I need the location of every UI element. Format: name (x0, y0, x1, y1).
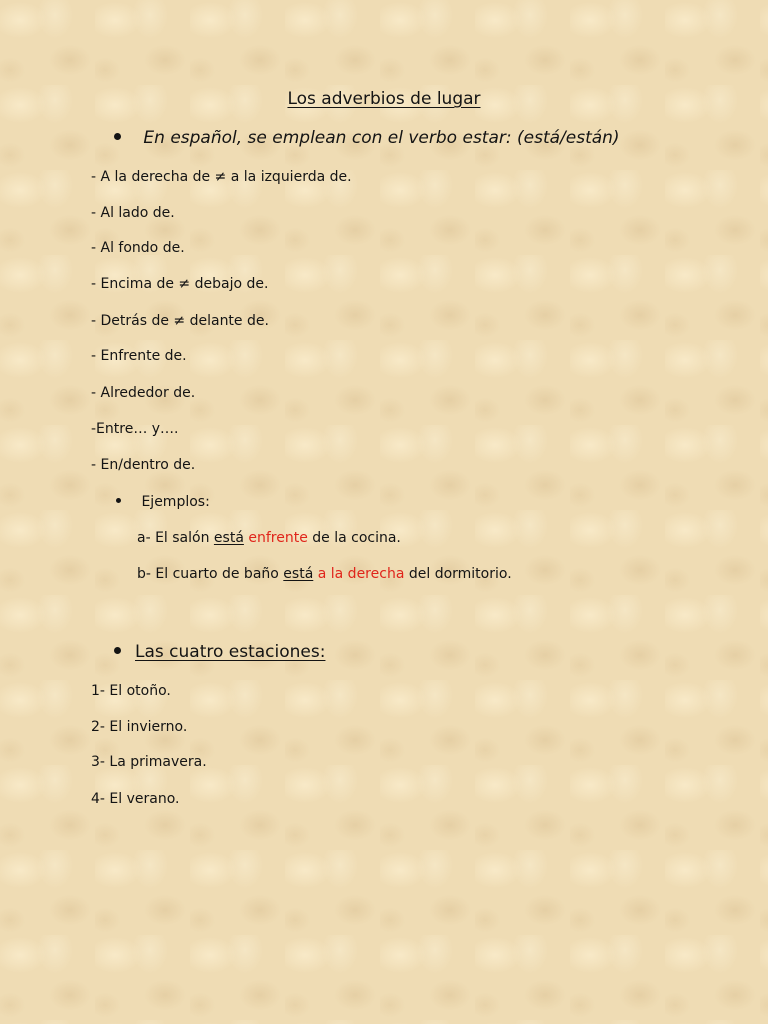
season-item: 3- La primavera. (91, 754, 207, 770)
adverb-item: - En/dentro de. (91, 457, 196, 473)
adverb-item: -Entre… y…. (91, 421, 179, 437)
adverb-item: - Detrás de ≠ delante de. (91, 313, 269, 329)
example-a (137, 529, 401, 547)
adverb-item: - Enfrente de. (91, 348, 187, 364)
intro-text: En español, se emplean con el verbo estar: (está/están) (143, 128, 620, 148)
season-item: 2- El invierno. (91, 719, 188, 735)
page-title: Los adverbios de lugar (287, 89, 481, 109)
adverb-item: - Alrededor de. (91, 385, 196, 401)
example-b-highlight: a la derecha (317, 566, 405, 582)
adverb-item: - A la derecha de ≠ a la izquierda de. (91, 169, 352, 185)
bullet-icon (114, 133, 121, 140)
example-a-prefix: a- El salón (137, 530, 214, 546)
season-item: 4- El verano. (91, 791, 180, 807)
adverb-item: - Encima de ≠ debajo de. (91, 276, 269, 292)
intro-line (114, 127, 620, 149)
example-a-suffix: de la cocina. (307, 530, 401, 546)
example-b-prefix: b- El cuarto de baño (137, 566, 284, 582)
bullet-icon (116, 498, 121, 503)
example-b-suffix: del dormitorio. (404, 566, 512, 582)
example-b-verb: está (283, 566, 314, 582)
examples-heading-text: Ejemplos: (141, 494, 210, 510)
examples-heading (116, 493, 210, 511)
example-b (137, 565, 512, 583)
seasons-heading (114, 641, 325, 663)
example-a-highlight: enfrente (248, 530, 308, 546)
adverb-item: - Al lado de. (91, 205, 175, 221)
seasons-heading-text: Las cuatro estaciones: (135, 642, 326, 662)
bullet-icon (114, 647, 121, 654)
adverb-item: - Al fondo de. (91, 240, 185, 256)
example-a-verb: está (213, 530, 244, 546)
season-item: 1- El otoño. (91, 683, 171, 699)
